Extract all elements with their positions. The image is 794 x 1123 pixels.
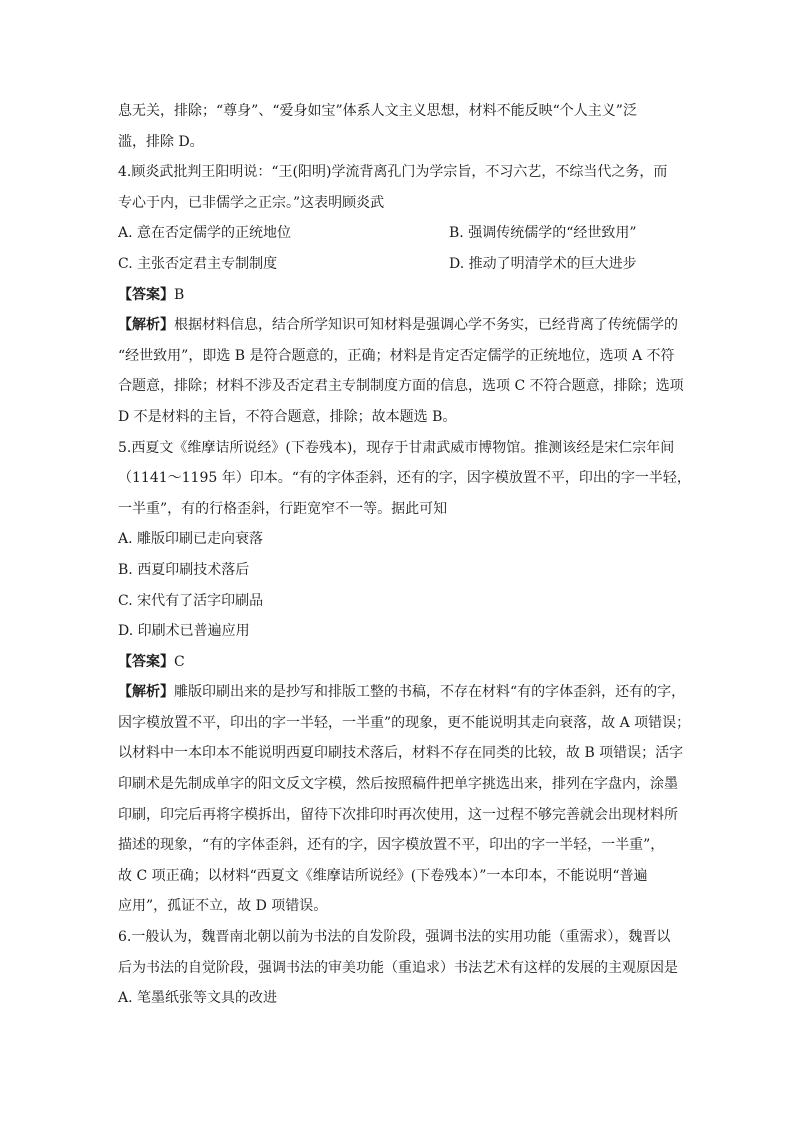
analysis-line (118, 677, 686, 708)
question-stem-line: （1141～1195 年）印本。“有的字体歪斜，还有的字，因字模放置不平，印出的字一半轻， (118, 470, 691, 487)
question-stem-line: 5.西夏文《维摩诘所说经》(下卷残本)，现存于甘肃武威市博物馆。推测该经是宋仁宗年间 (118, 439, 675, 456)
analysis-line: 描述的现象，“有的字体歪斜，还有的字，因字模放置不平，印出的字一半轻，一半重”， (118, 837, 665, 854)
option-c: C. 主张否定君主专制制度 (118, 255, 278, 272)
analysis-label: 【解析】 (118, 317, 174, 334)
question-6 (118, 922, 680, 1014)
answer-value: B (174, 286, 185, 303)
document-page (118, 96, 691, 1014)
options-row (118, 249, 680, 280)
answer-label: 【答案】 (118, 653, 174, 670)
option-b: B. 西夏印刷技术落后 (118, 561, 250, 578)
answer-label: 【答案】 (118, 286, 174, 303)
question-4 (118, 157, 684, 432)
option-a: A. 雕版印刷已走向衰落 (118, 531, 264, 548)
analysis-line: 印刷，印完后再将字模拆出，留待下次排印时再次使用，这一过程不够完善就会出现材料所 (118, 806, 678, 823)
answer-value: C (174, 653, 185, 670)
text-line: 滥，排除 D。 (118, 133, 204, 150)
answer-line (118, 647, 680, 678)
option-a: A. 意在否定儒学的正统地位 (118, 225, 292, 242)
analysis-line: 应用”，孤证不立，故 D 项错误。 (118, 898, 328, 915)
analysis-line: 因字模放置不平，印出的字一半轻，一半重”的现象，更不能说明其走向衰落，故 A 项错误； (118, 714, 691, 731)
option-a: A. 笔墨纸张等文具的改进 (118, 990, 278, 1007)
question-stem-line: 6.一般认为，魏晋南北朝以前为书法的自发阶段，强调书法的实用功能（重需求），魏晋以 (118, 929, 671, 946)
analysis-line: 故 C 项正确；以材料“西夏文《维摩诘所说经》(下卷残本）”一本印本，不能说明“普遍 (118, 867, 648, 884)
question-stem-line: 一半重”，有的行格歪斜，行距宽窄不一等。据此可知 (118, 500, 448, 517)
analysis-line: 以材料中一本印本不能说明西夏印刷技术落后，材料不存在同类的比较，故 B 项错误；活字 (118, 745, 684, 762)
analysis-text: 雕版印刷出来的是抄写和排版工整的书稿，不存在材料“有的字体歪斜，还有的字， (174, 684, 686, 701)
question-stem-line: 后为书法的自觉阶段，强调书法的审美功能（重追求）书法艺术有这样的发展的主观原因是 (118, 959, 678, 976)
question-stem-line: 专心于内，已非儒学之正宗。”这表明顾炎武 (118, 194, 385, 211)
option-d: D. 推动了明清学术的巨大进步 (449, 255, 637, 272)
text-line: 息无关，排除；“尊身”、“爱身如宝”体系人文主义思想，材料不能反映“个人主义”泛 (118, 103, 637, 119)
question-5 (118, 433, 691, 923)
analysis-line: D 不是材料的主旨，不符合题意，排除；故本题选 B。 (118, 408, 457, 425)
analysis-line: 合题意，排除；材料不涉及否定君主专制制度方面的信息，选项 C 不符合题意，排除；选项 (118, 378, 684, 395)
analysis-line: “经世致用”，即选 B 是符合题意的，正确；材料是肯定否定儒学的正统地位，选项 A 不符 (118, 347, 675, 364)
answer-line (118, 280, 680, 311)
option-d: D. 印刷术已普遍应用 (118, 623, 250, 640)
intro-paragraph (118, 96, 680, 157)
option-c: C. 宋代有了活字印刷品 (118, 592, 264, 609)
question-stem-line: 4.顾炎武批判王阳明说：“王(阳明)学流背离孔门为学宗旨，不习六艺，不综当代之务，而 (118, 164, 668, 181)
analysis-label: 【解析】 (118, 684, 174, 701)
analysis-line (118, 310, 680, 341)
option-b: B. 强调传统儒学的“经世致用” (449, 225, 637, 242)
options-row (118, 218, 680, 249)
analysis-text: 根据材料信息，结合所学知识可知材料是强调心学不务实，已经背离了传统儒学的 (174, 317, 678, 334)
analysis-line: 印刷术是先制成单字的阳文反文字模，然后按照稿件把单字挑选出来，排列在字盘内，涂墨 (118, 776, 678, 793)
